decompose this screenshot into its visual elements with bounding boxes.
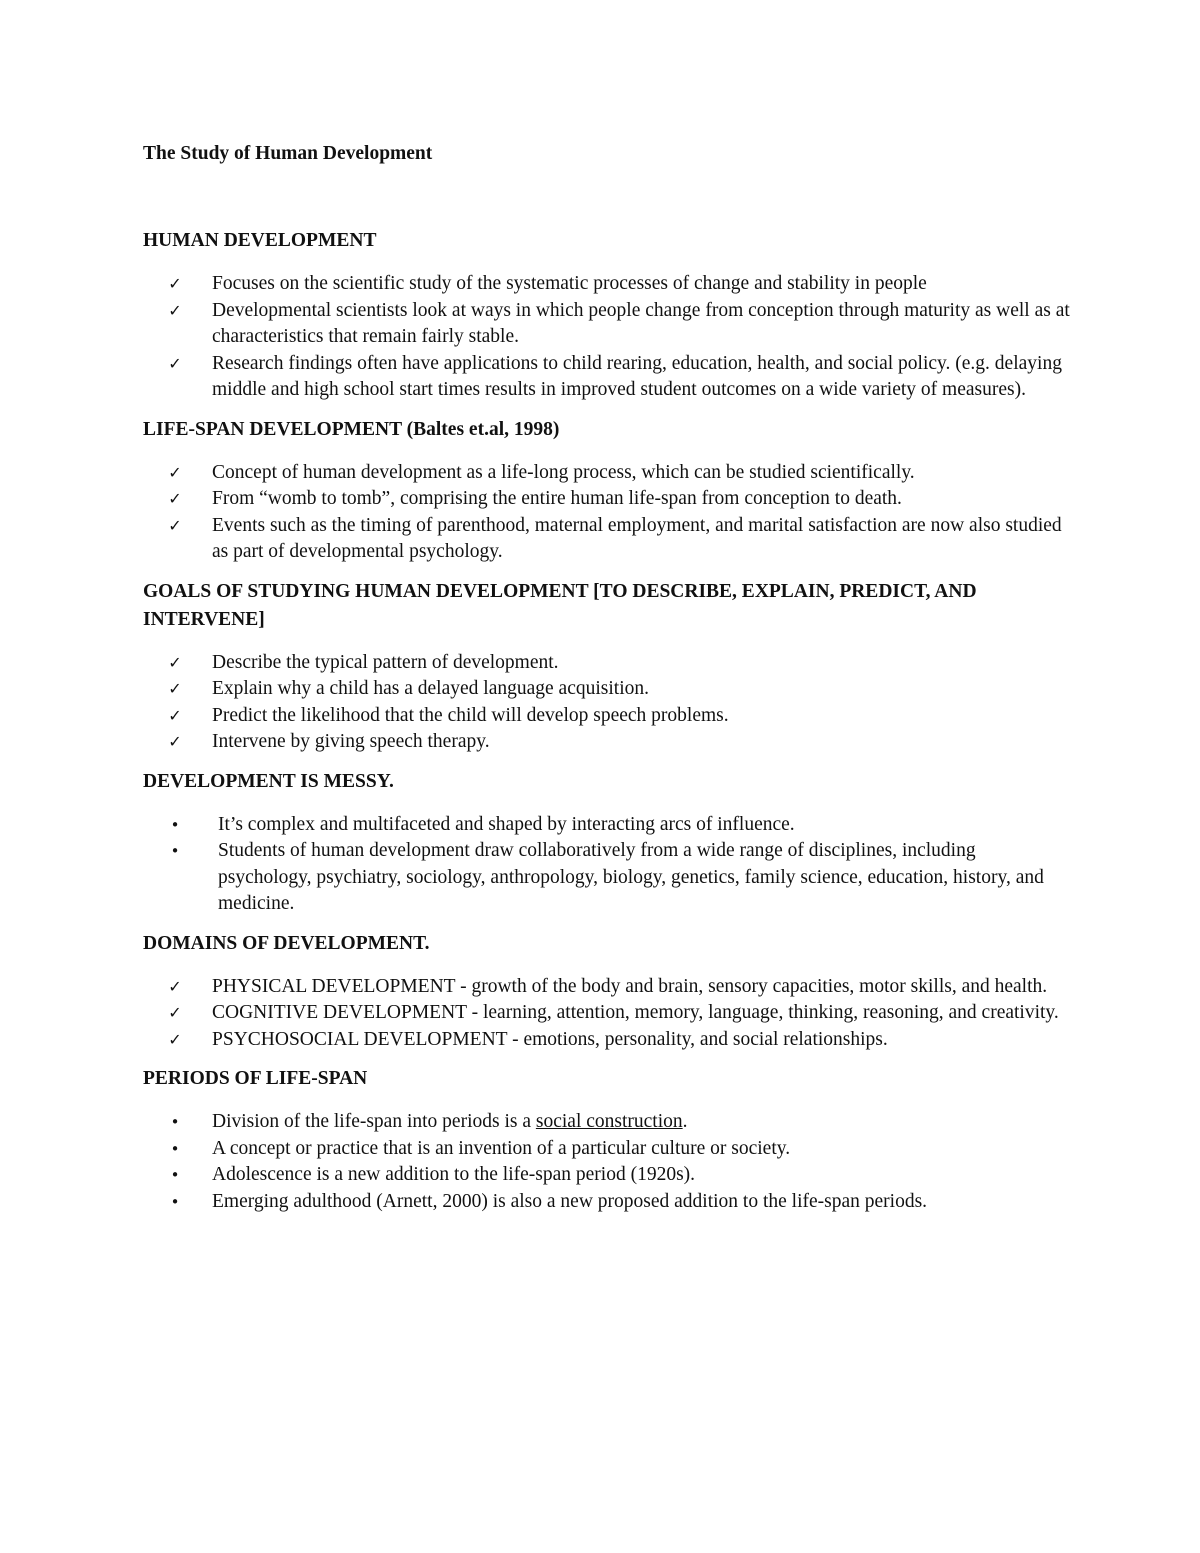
check-mark-icon: ✓ [168,976,182,996]
check-mark-icon: ✓ [168,489,182,508]
list-item [143,1000,1070,1027]
section-heading: GOALS OF STUDYING HUMAN DEVELOPMENT [TO DESCRIBE, EXPLAIN, PREDICT, AND INTERVENE] [143,580,977,630]
section-heading: LIFE-SPAN DEVELOPMENT (Baltes et.al, 1998) [143,418,560,440]
bullet-list [143,1109,1070,1215]
bullet-icon: • [170,842,180,860]
text-segment: Division of the life-span into periods is a [212,1111,536,1132]
section-development-is-messy [143,768,1070,918]
list-item [143,703,1070,730]
check-mark-icon: ✓ [168,1029,182,1049]
list-item-text: Developmental scientists look at ways in which people change from conception through maturity as well as at characteristics that remain fairly stable. [212,299,1070,347]
list-item [143,650,1070,677]
check-mark-icon: ✓ [168,705,182,725]
section-domains-of-development [143,930,1070,1054]
list-item [143,974,1070,1001]
list-item-text: Research findings often have applications to child rearing, education, health, and social policy. (e.g. delaying middle and high school start times results in improved student outcomes on a wide variety of measures). [212,352,1062,400]
list-item-text: Students of human development draw collaboratively from a wide range of disciplines, including psychology, psychiatry, sociology, anthropology, biology, genetics, family science, education, history, and medicine. [218,840,1044,914]
check-list [143,650,1070,756]
text-segment: . [682,1111,688,1132]
list-item-text: PSYCHOSOCIAL DEVELOPMENT - emotions, personality, and social relationships. [212,1028,888,1050]
list-item-text: PHYSICAL DEVELOPMENT - growth of the body and brain, sensory capacities, motor skills, and health. [212,975,1048,997]
list-item-text: From “womb to tomb”, comprising the entire human life-span from conception to death. [212,488,902,509]
list-item-text: Focuses on the scientific study of the systematic processes of change and stability in people [212,273,927,294]
check-list [143,974,1070,1054]
list-item [143,1136,1070,1163]
check-mark-icon: ✓ [168,300,182,320]
document-title: The Study of Human Development [143,143,433,164]
list-item-text: COGNITIVE DEVELOPMENT - learning, attention, memory, language, thinking, reasoning, and creativity. [212,1002,1059,1023]
list-item [143,1109,1070,1136]
list-item [143,812,1070,839]
section-heading: DOMAINS OF DEVELOPMENT. [143,932,430,954]
list-item [143,271,1070,298]
check-mark-icon: ✓ [168,1003,182,1022]
list-item [143,351,1070,404]
check-mark-icon: ✓ [168,652,182,672]
list-item [143,1189,1070,1216]
check-mark-icon: ✓ [168,515,182,535]
check-mark-icon: ✓ [168,353,182,373]
list-item [143,513,1070,566]
check-mark-icon: ✓ [168,679,182,698]
bullet-icon: • [170,1192,180,1211]
section-life-span-development [143,416,1070,566]
section-heading: HUMAN DEVELOPMENT [143,230,377,251]
section-goals [143,578,1070,756]
section-human-development [143,227,1070,404]
bullet-icon: • [170,1139,180,1158]
list-item-text [212,1111,688,1132]
check-mark-icon: ✓ [168,732,182,751]
list-item [143,460,1070,487]
list-item [143,1027,1070,1054]
bullet-list [143,812,1070,918]
list-item-text: Events such as the timing of parenthood, maternal employment, and marital satisfaction are now also studied as part of developmental psychology. [212,514,1062,562]
list-item-text: It’s complex and multifaceted and shaped by interacting arcs of influence. [218,813,795,835]
list-item-text: Intervene by giving speech therapy. [212,731,490,752]
section-periods-of-life-span [143,1065,1070,1215]
bullet-icon: • [170,815,180,834]
list-item-text: Describe the typical pattern of development. [212,651,559,673]
check-list [143,271,1070,404]
list-item [143,486,1070,513]
list-item [143,729,1070,756]
check-list [143,460,1070,566]
list-item [143,838,1070,918]
list-item-text: Explain why a child has a delayed language acquisition. [212,678,649,699]
bullet-icon: • [170,1113,180,1131]
list-item-text: Predict the likelihood that the child will develop speech problems. [212,704,729,726]
section-heading: PERIODS OF LIFE-SPAN [143,1068,368,1089]
list-item [143,676,1070,703]
list-item-text: Concept of human development as a life-long process, which can be studied scientifically. [212,461,915,483]
list-item-text: Adolescence is a new addition to the life-span period (1920s). [212,1164,696,1185]
section-heading: DEVELOPMENT IS MESSY. [143,770,394,792]
check-mark-icon: ✓ [168,462,182,482]
list-item-text: Emerging adulthood (Arnett, 2000) is also a new proposed addition to the life-span periods. [212,1190,928,1212]
bullet-icon: • [170,1166,180,1184]
check-mark-icon: ✓ [168,274,182,293]
list-item [143,298,1070,351]
list-item-text: A concept or practice that is an invention of a particular culture or society. [212,1137,791,1159]
list-item [143,1162,1070,1189]
underlined-term: social construction [535,1111,683,1132]
